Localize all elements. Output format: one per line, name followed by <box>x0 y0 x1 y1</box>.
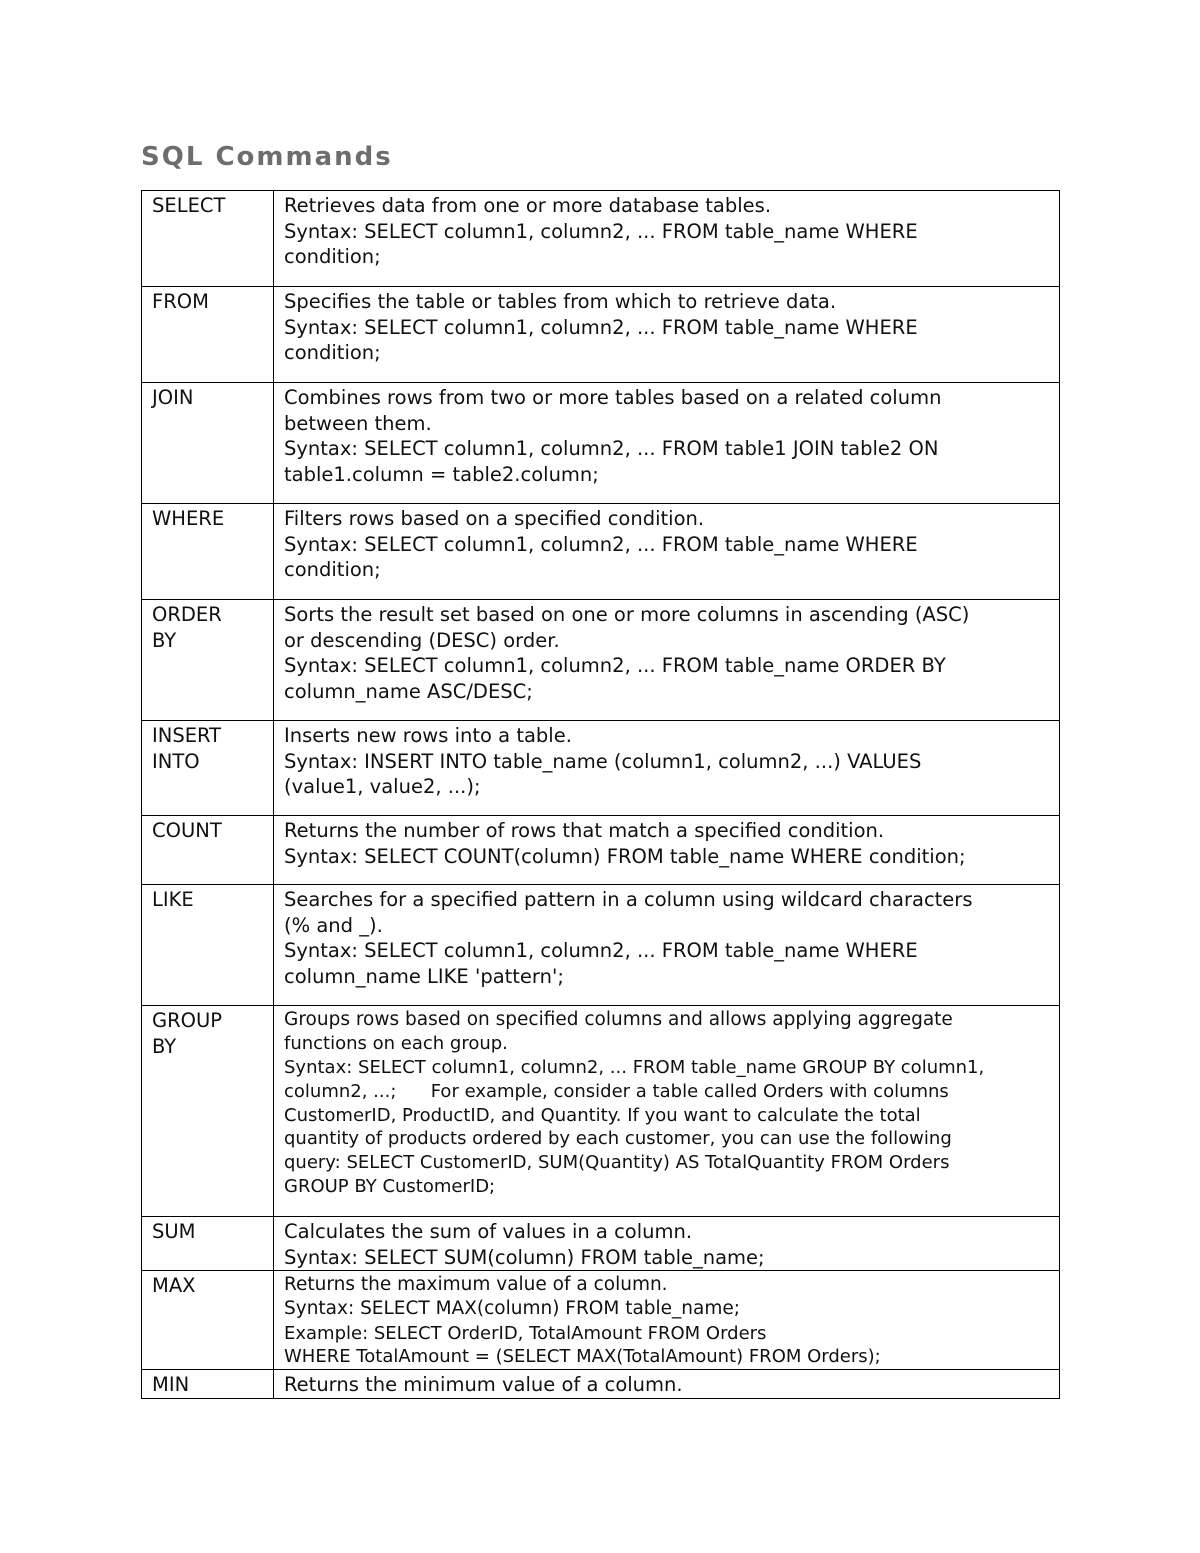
description-line: Calculates the sum of values in a column. <box>284 1220 693 1243</box>
table-row <box>142 1271 1060 1370</box>
description-line: Filters rows based on a specified condition. <box>284 507 705 530</box>
description-line: table1.column = table2.column; <box>284 462 599 486</box>
description-line: Retrieves data from one or more database tables. <box>284 194 772 217</box>
description-line: WHERE TotalAmount = (SELECT MAX(TotalAmount) FROM Orders); <box>284 1346 881 1368</box>
description-line: Returns the minimum value of a column. <box>284 1373 683 1397</box>
description-line: Syntax: SELECT MAX(column) FROM table_name; <box>284 1298 741 1320</box>
command-description <box>274 191 1060 287</box>
command-name: MAX <box>142 1271 274 1370</box>
description-line: quantity of products ordered by each customer, you can use the following <box>284 1128 952 1150</box>
description-line: Specifies the table or tables from which to retrieve data. <box>284 290 837 313</box>
table-row <box>142 600 1060 721</box>
command-name: GROUP BY <box>142 1006 274 1217</box>
command-description <box>274 1217 1060 1271</box>
page-title: SQL Commands <box>141 142 393 172</box>
description-line: (% and _). <box>284 913 383 937</box>
description-line: Syntax: SELECT column1, column2, ... FROM table_name GROUP BY column1, <box>284 1057 985 1078</box>
command-description <box>274 287 1060 383</box>
command-description <box>274 816 1060 885</box>
table-row <box>142 1006 1060 1217</box>
command-name: FROM <box>142 287 274 383</box>
description-line: condition; <box>284 341 381 365</box>
description-line: Sorts the result set based on one or more columns in ascending (ASC) <box>284 603 970 626</box>
command-name: SUM <box>142 1217 274 1271</box>
command-name: LIKE <box>142 885 274 1006</box>
description-line: Returns the maximum value of a column. <box>284 1274 668 1296</box>
description-line: column_name LIKE 'pattern'; <box>284 964 564 988</box>
description-line: Example: SELECT OrderID, TotalAmount FROM Orders <box>284 1322 767 1344</box>
command-name: INSERT INTO <box>142 721 274 816</box>
description-line: Returns the number of rows that match a specified condition. <box>284 819 885 842</box>
table-row <box>142 287 1060 383</box>
command-name: MIN <box>142 1370 274 1399</box>
description-line: query: SELECT CustomerID, SUM(Quantity) AS TotalQuantity FROM Orders <box>284 1152 950 1174</box>
table-row <box>142 1370 1060 1399</box>
description-line: Combines rows from two or more tables based on a related column <box>284 386 942 409</box>
command-description <box>274 721 1060 816</box>
description-line: functions on each group. <box>284 1033 508 1055</box>
table-row <box>142 504 1060 600</box>
description-line: Syntax: SELECT column1, column2, ... FROM table1 JOIN table2 ON <box>284 437 939 461</box>
description-line: Syntax: SELECT column1, column2, ... FROM table_name ORDER BY <box>284 654 946 678</box>
table-row <box>142 885 1060 1006</box>
table-row <box>142 721 1060 816</box>
description-line: between them. <box>284 411 432 435</box>
command-description <box>274 504 1060 600</box>
command-name: WHERE <box>142 504 274 600</box>
description-line: Groups rows based on specified columns and allows applying aggregate <box>284 1009 953 1030</box>
table-row <box>142 816 1060 885</box>
sql-commands-table <box>141 190 1060 1399</box>
command-description <box>274 885 1060 1006</box>
description-line: Searches for a specified pattern in a column using wildcard characters <box>284 888 973 911</box>
table-row <box>142 383 1060 504</box>
description-line: or descending (DESC) order. <box>284 628 560 652</box>
table-row <box>142 191 1060 287</box>
command-name: ORDER BY <box>142 600 274 721</box>
command-description <box>274 1370 1060 1399</box>
description-line: Syntax: SELECT column1, column2, ... FROM table_name WHERE <box>284 532 918 556</box>
command-name: COUNT <box>142 816 274 885</box>
description-line: (value1, value2, ...); <box>284 775 481 799</box>
description-line: Inserts new rows into a table. <box>284 724 572 747</box>
command-description <box>274 1006 1060 1217</box>
description-line: Syntax: SELECT COUNT(column) FROM table_name WHERE condition; <box>284 844 966 868</box>
description-line: Syntax: SELECT column1, column2, ... FROM table_name WHERE <box>284 315 918 339</box>
description-line: GROUP BY CustomerID; <box>284 1175 496 1197</box>
description-line: Syntax: SELECT column1, column2, ... FROM table_name WHERE <box>284 219 918 243</box>
command-description <box>274 1271 1060 1370</box>
command-description <box>274 600 1060 721</box>
description-line: column2, ...; For example, consider a table called Orders with columns <box>284 1080 949 1102</box>
table-row <box>142 1217 1060 1271</box>
command-name: SELECT <box>142 191 274 287</box>
description-line: column_name ASC/DESC; <box>284 679 533 703</box>
command-name: JOIN <box>142 383 274 504</box>
description-line: condition; <box>284 245 381 269</box>
description-line: Syntax: SELECT column1, column2, ... FROM table_name WHERE <box>284 939 918 963</box>
description-line: Syntax: INSERT INTO table_name (column1, column2, ...) VALUES <box>284 749 922 773</box>
description-line: condition; <box>284 558 381 582</box>
description-line: Syntax: SELECT SUM(column) FROM table_name; <box>284 1245 765 1269</box>
command-description <box>274 383 1060 504</box>
description-line: CustomerID, ProductID, and Quantity. If you want to calculate the total <box>284 1104 921 1126</box>
